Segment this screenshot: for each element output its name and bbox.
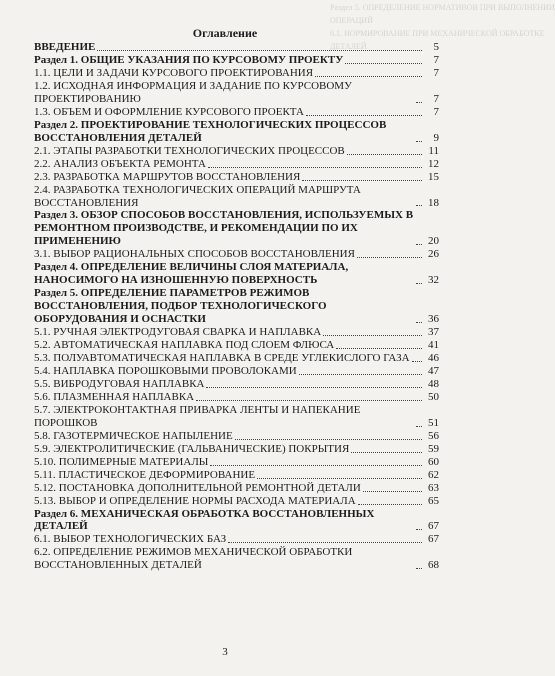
dot-leader	[363, 482, 422, 492]
toc-entry-title: 5.8. ГАЗОТЕРМИЧЕСКОЕ НАПЫЛЕНИЕ	[34, 429, 233, 442]
toc-subsection-entry[interactable]	[34, 546, 439, 572]
toc-entry-title: Раздел 1. ОБЩИЕ УКАЗАНИЯ ПО КУРСОВОМУ ПРОЕКТУ	[34, 54, 344, 67]
toc-entry-title: 5.1. РУЧНАЯ ЭЛЕКТРОДУГОВАЯ СВАРКА И НАПЛАВКА	[34, 325, 322, 338]
dot-leader	[299, 365, 422, 375]
dot-leader	[416, 196, 422, 206]
dot-leader	[306, 106, 422, 116]
toc-entry-page: 32	[428, 274, 439, 287]
toc-subsection-entry[interactable]	[34, 184, 439, 210]
toc-subsection-entry[interactable]	[34, 145, 439, 158]
toc-entry-title: 5.12. ПОСТАНОВКА ДОПОЛНИТЕЛЬНОЙ РЕМОНТНОЙ ДЕТАЛИ	[34, 481, 361, 494]
toc-subsection-entry[interactable]	[34, 456, 439, 469]
toc-entry-page: 67	[428, 520, 439, 533]
toc-entry-page: 63	[428, 481, 439, 494]
toc-subsection-entry[interactable]	[34, 339, 439, 352]
toc-entry-title: 6.1. ВЫБОР ТЕХНОЛОГИЧЕСКИХ БАЗ	[34, 533, 227, 546]
toc-section-entry[interactable]	[34, 41, 439, 54]
toc-entry-page: 37	[428, 325, 439, 338]
toc-entry-page: 7	[433, 54, 439, 67]
page-number: 3	[222, 646, 228, 658]
dot-leader	[416, 417, 422, 427]
toc-subsection-entry[interactable]	[34, 430, 439, 443]
toc-entry-title: Раздел 4. ОПРЕДЕЛЕНИЕ ВЕЛИЧИНЫ СЛОЯ МАТЕРИАЛА, НАНОСИМОГО НА ИЗНОШЕННУЮ ПОВЕРХНОСТЬ	[34, 261, 349, 287]
toc-subsection-entry[interactable]	[34, 326, 439, 339]
toc-subsection-entry[interactable]	[34, 352, 439, 365]
dot-leader	[210, 456, 422, 466]
toc-subsection-entry[interactable]	[34, 378, 439, 391]
dot-leader	[206, 378, 422, 388]
dot-leader	[323, 326, 422, 336]
toc-entry-page: 48	[428, 377, 439, 390]
toc-entry-page: 20	[428, 235, 439, 248]
toc-entry-page: 41	[428, 338, 439, 351]
dot-leader	[347, 145, 422, 155]
dot-leader	[196, 391, 422, 401]
toc-entry-title: 5.9. ЭЛЕКТРОЛИТИЧЕСКИЕ (ГАЛЬВАНИЧЕСКИЕ) ПОКРЫТИЯ	[34, 442, 350, 455]
toc-entry-page: 18	[428, 196, 439, 209]
toc-entry-page: 68	[428, 559, 439, 572]
toc-subsection-entry[interactable]	[34, 469, 439, 482]
toc-title: Оглавление	[192, 26, 258, 40]
toc-entry-page: 59	[428, 442, 439, 455]
toc-subsection-entry[interactable]	[34, 404, 439, 430]
toc-entry-title: 5.2. АВТОМАТИЧЕСКАЯ НАПЛАВКА ПОД СЛОЕМ ФЛЮСА	[34, 338, 335, 351]
dot-leader	[97, 41, 422, 51]
dot-leader	[351, 443, 422, 453]
toc-entry-title: Раздел 5. ОПРЕДЕЛЕНИЕ ПАРАМЕТРОВ РЕЖИМОВ ВОССТАНОВЛЕНИЯ, ПОДБОР ТЕХНОЛОГИЧЕСКОГО ОБОРУДОВАНИЯ И ОСНАСТКИ	[34, 286, 327, 325]
dot-leader	[336, 339, 422, 349]
toc-entry-title: 6.2. ОПРЕДЕЛЕНИЕ РЕЖИМОВ МЕХАНИЧЕСКОЙ ОБРАБОТКИ ВОССТАНОВЛЕННЫХ ДЕТАЛЕЙ	[34, 546, 353, 572]
toc-entry-title: 5.3. ПОЛУАВТОМАТИЧЕСКАЯ НАПЛАВКА В СРЕДЕ УГЛЕКИСЛОГО ГАЗА	[34, 351, 410, 364]
toc-entry-title: 1.2. ИСХОДНАЯ ИНФОРМАЦИЯ И ЗАДАНИЕ ПО КУРСОВОМУ ПРОЕКТИРОВАНИЮ	[34, 80, 352, 105]
dot-leader	[416, 93, 422, 103]
toc-entry-page: 62	[428, 468, 439, 481]
toc-entry-page: 46	[428, 351, 439, 364]
toc-entry-title: 1.1. ЦЕЛИ И ЗАДАЧИ КУРСОВОГО ПРОЕКТИРОВАНИЯ	[34, 67, 314, 80]
toc-entry-title: 5.6. ПЛАЗМЕННАЯ НАПЛАВКА	[34, 390, 195, 403]
toc-subsection-entry[interactable]	[34, 158, 439, 171]
toc-entry-title: 5.7. ЭЛЕКТРОКОНТАКТНАЯ ПРИВАРКА ЛЕНТЫ И НАПЕКАНИЕ ПОРОШКОВ	[34, 403, 361, 429]
toc-section-entry[interactable]	[34, 508, 439, 534]
toc-section-entry[interactable]	[34, 209, 439, 248]
toc-entry-page: 56	[428, 429, 439, 442]
toc-subsection-entry[interactable]	[34, 171, 439, 184]
toc-entry-page: 60	[428, 455, 439, 468]
toc-entry-title: 1.3. ОБЪЕМ И ОФОРМЛЕНИЕ КУРСОВОГО ПРОЕКТА	[34, 105, 304, 118]
dot-leader	[416, 235, 422, 245]
toc-subsection-entry[interactable]	[34, 495, 439, 508]
toc-entry-title: Раздел 3. ОБЗОР СПОСОБОВ ВОССТАНОВЛЕНИЯ, ИСПОЛЬЗУЕМЫХ В РЕМОНТНОМ ПРОИЗВОДСТВЕ, И РЕКОМЕНДАЦИИ ПО ИХ ПРИМЕНЕНИЮ	[34, 209, 414, 248]
toc-entry-page: 15	[428, 170, 439, 183]
bleed-line: Раздел 5. ОПРЕДЕЛЕНИЕ НОРМАТИВОВ ПРИ ВЫПОЛНЕНИИ	[330, 3, 555, 12]
bleed-line: ДЕТАЛЕЙ	[330, 42, 367, 51]
toc-entry-title: 2.2. АНАЛИЗ ОБЪЕКТА РЕМОНТА	[34, 157, 206, 170]
bleed-line: ОПЕРАЦИЙ	[330, 16, 373, 25]
toc-section-entry[interactable]	[34, 261, 439, 287]
dot-leader	[257, 469, 422, 479]
toc-entry-title: 5.10. ПОЛИМЕРНЫЕ МАТЕРИАЛЫ	[34, 455, 209, 468]
toc-entry-title: 3.1. ВЫБОР РАЦИОНАЛЬНЫХ СПОСОБОВ ВОССТАНОВЛЕНИЯ	[34, 248, 355, 261]
toc-subsection-entry[interactable]	[34, 482, 439, 495]
toc-entry-page: 51	[428, 416, 439, 429]
toc-subsection-entry[interactable]	[34, 106, 439, 119]
toc-entry-title: 5.5. ВИБРОДУГОВАЯ НАПЛАВКА	[34, 377, 205, 390]
toc-entry-title: 2.1. ЭТАПЫ РАЗРАБОТКИ ТЕХНОЛОГИЧЕСКИХ ПРОЦЕССОВ	[34, 144, 345, 157]
dot-leader	[416, 274, 422, 284]
dot-leader	[357, 248, 422, 258]
toc-subsection-entry[interactable]	[34, 391, 439, 404]
toc-entry-page: 65	[428, 494, 439, 507]
dot-leader	[208, 158, 422, 168]
dot-leader	[416, 132, 422, 142]
bleed-line: 6.1. НОРМИРОВАНИЕ ПРИ МЕХАНИЧЕСКОЙ ОБРАБОТКЕ	[330, 29, 545, 38]
toc-entry-page: 47	[428, 364, 439, 377]
toc-entry-title: Раздел 2. ПРОЕКТИРОВАНИЕ ТЕХНОЛОГИЧЕСКИХ ПРОЦЕССОВ ВОССТАНОВЛЕНИЯ ДЕТАЛЕЙ	[34, 118, 387, 144]
toc-entry-page: 7	[433, 67, 439, 80]
dot-leader	[345, 54, 422, 64]
dot-leader	[416, 520, 422, 530]
toc-entry-page: 11	[428, 144, 439, 157]
toc-entry-title: ВВЕДЕНИЕ	[34, 41, 96, 54]
dot-leader	[315, 67, 422, 77]
toc-section-entry[interactable]	[34, 287, 439, 326]
toc-subsection-entry[interactable]	[34, 67, 439, 80]
toc-subsection-entry[interactable]	[34, 365, 439, 378]
toc-entry-page: 67	[428, 533, 439, 546]
toc-subsection-entry[interactable]	[34, 533, 439, 546]
toc-subsection-entry[interactable]	[34, 443, 439, 456]
table-of-contents	[34, 41, 439, 572]
toc-entry-page: 26	[428, 248, 439, 261]
toc-entry-page: 12	[428, 157, 439, 170]
toc-section-entry[interactable]	[34, 54, 439, 67]
toc-entry-title: 5.4. НАПЛАВКА ПОРОШКОВЫМИ ПРОВОЛОКАМИ	[34, 364, 297, 377]
dot-leader	[416, 559, 422, 569]
toc-entry-page: 5	[433, 41, 439, 54]
toc-entry-title: 2.3. РАЗРАБОТКА МАРШРУТОВ ВОССТАНОВЛЕНИЯ	[34, 170, 301, 183]
toc-entry-page: 7	[433, 92, 439, 105]
toc-entry-title: 2.4. РАЗРАБОТКА ТЕХНОЛОГИЧЕСКИХ ОПЕРАЦИЙ МАРШРУТА ВОССТАНОВЛЕНИЯ	[34, 183, 361, 209]
toc-subsection-entry[interactable]	[34, 248, 439, 261]
toc-entry-title: 5.11. ПЛАСТИЧЕСКОЕ ДЕФОРМИРОВАНИЕ	[34, 468, 256, 481]
toc-subsection-entry[interactable]	[34, 80, 439, 106]
toc-section-entry[interactable]	[34, 119, 439, 145]
toc-entry-page: 9	[433, 131, 439, 144]
toc-entry-page: 50	[428, 390, 439, 403]
dot-leader	[302, 171, 422, 181]
dot-leader	[416, 313, 422, 323]
toc-entry-page: 7	[433, 105, 439, 118]
toc-entry-title: 5.13. ВЫБОР И ОПРЕДЕЛЕНИЕ НОРМЫ РАСХОДА МАТЕРИАЛА	[34, 494, 356, 507]
dot-leader	[228, 533, 422, 543]
dot-leader	[235, 430, 422, 440]
dot-leader	[412, 352, 422, 362]
toc-entry-page: 36	[428, 312, 439, 325]
dot-leader	[358, 495, 422, 505]
toc-entry-title: Раздел 6. МЕХАНИЧЕСКАЯ ОБРАБОТКА ВОССТАНОВЛЕННЫХ ДЕТАЛЕЙ	[34, 507, 375, 533]
